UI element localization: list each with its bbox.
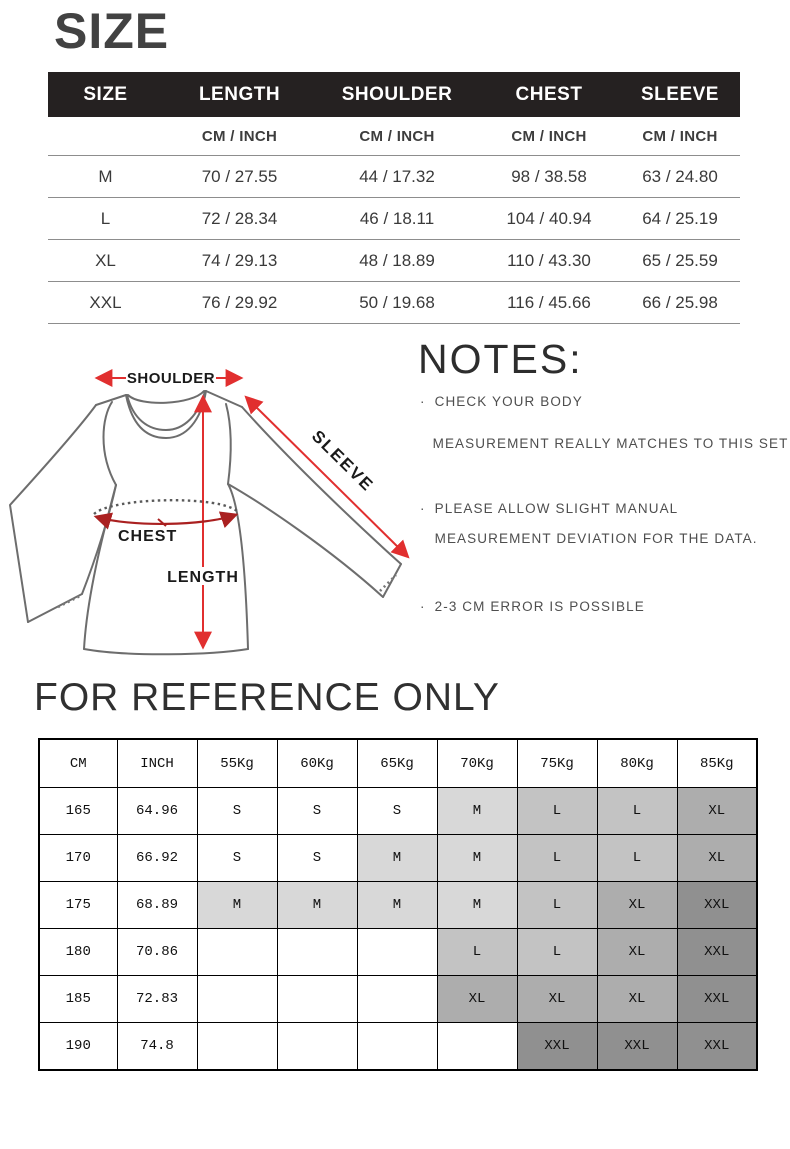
ref-cell: L xyxy=(597,788,677,835)
size-table-body xyxy=(48,155,740,324)
ref-cell: 170 xyxy=(39,835,117,882)
ref-header-cell: 75Kg xyxy=(517,739,597,788)
ref-cell: S xyxy=(357,788,437,835)
ref-header-cell: 80Kg xyxy=(597,739,677,788)
ref-header-cell: 65Kg xyxy=(357,739,437,788)
ref-cell: 185 xyxy=(39,976,117,1023)
size-cell-sleeve: 65 / 25.59 xyxy=(642,250,718,270)
ref-cell: XL xyxy=(437,976,517,1023)
reference-heading: FOR REFERENCE ONLY xyxy=(34,676,500,719)
ref-cell: XL xyxy=(597,929,677,976)
note-line xyxy=(420,394,583,409)
ref-header-row xyxy=(39,739,757,788)
ref-cell: 72.83 xyxy=(117,976,197,1023)
ref-cell: S xyxy=(277,835,357,882)
ref-cell: L xyxy=(517,835,597,882)
note-line xyxy=(420,501,678,516)
ref-cell: 64.96 xyxy=(117,788,197,835)
ref-cell: 74.8 xyxy=(117,1023,197,1071)
ref-cell: XL xyxy=(677,835,757,882)
size-cell-sleeve: 64 / 25.19 xyxy=(642,208,718,228)
note-text: MEASUREMENT DEVIATION FOR THE DATA. xyxy=(434,531,758,546)
ref-cell xyxy=(277,929,357,976)
size-table-row xyxy=(48,197,740,239)
ref-cell: M xyxy=(437,835,517,882)
size-cell-chest: 116 / 45.66 xyxy=(507,292,591,312)
ref-cell: XXL xyxy=(597,1023,677,1071)
ref-cell: XL xyxy=(677,788,757,835)
ref-cell: L xyxy=(517,788,597,835)
ref-table-row xyxy=(39,929,757,976)
notes-section xyxy=(418,336,790,646)
ref-table-row xyxy=(39,976,757,1023)
note-line xyxy=(420,599,645,614)
size-cell-chest: 98 / 38.58 xyxy=(511,166,587,186)
ref-cell: 175 xyxy=(39,882,117,929)
ref-cell xyxy=(357,976,437,1023)
note-line xyxy=(418,436,788,451)
ref-header-cell: 55Kg xyxy=(197,739,277,788)
ref-header-cell: 85Kg xyxy=(677,739,757,788)
ref-cell: XL xyxy=(597,882,677,929)
chest-arrow xyxy=(97,515,235,524)
ref-cell: 68.89 xyxy=(117,882,197,929)
size-cell-sleeve: 63 / 24.80 xyxy=(642,166,718,186)
unit-cell-length: CM / INCH xyxy=(201,127,278,145)
ref-cell: 165 xyxy=(39,788,117,835)
ref-cell xyxy=(197,1023,277,1071)
size-table-unit-row xyxy=(48,117,740,155)
ref-cell: M xyxy=(437,882,517,929)
ref-header-cell: 70Kg xyxy=(437,739,517,788)
note-text: MEASUREMENT REALLY MATCHES TO THIS SET xyxy=(432,436,789,451)
ref-cell: M xyxy=(437,788,517,835)
ref-cell: S xyxy=(197,788,277,835)
ref-cell: M xyxy=(197,882,277,929)
ref-cell: XL xyxy=(517,976,597,1023)
size-cell-size: L xyxy=(100,208,111,228)
size-table-header-shoulder: SHOULDER xyxy=(341,83,453,105)
size-table-row xyxy=(48,155,740,197)
ref-cell xyxy=(437,1023,517,1071)
shirt-measurement-diagram xyxy=(0,345,420,675)
size-cell-sleeve: 66 / 25.98 xyxy=(642,292,718,312)
sleeve-label: SLEEVE xyxy=(307,426,378,496)
size-cell-shoulder: 46 / 18.11 xyxy=(359,208,435,228)
ref-cell: 180 xyxy=(39,929,117,976)
unit-cell-chest: CM / INCH xyxy=(511,127,587,145)
size-table-row xyxy=(48,281,740,323)
ref-cell: L xyxy=(517,882,597,929)
ref-cell xyxy=(357,1023,437,1071)
ref-header-cell: CM xyxy=(39,739,117,788)
chest-dotted-arc xyxy=(94,500,238,514)
ref-cell: XXL xyxy=(677,882,757,929)
bullet-icon: · xyxy=(420,394,426,409)
ref-cell: 190 xyxy=(39,1023,117,1071)
size-cell-chest: 104 / 40.94 xyxy=(506,208,592,228)
ref-header-cell: INCH xyxy=(117,739,197,788)
ref-cell: XL xyxy=(597,976,677,1023)
ref-table-row xyxy=(39,835,757,882)
size-table-header-chest: CHEST xyxy=(515,83,583,105)
ref-cell: L xyxy=(597,835,677,882)
ref-cell: M xyxy=(277,882,357,929)
shoulder-label: SHOULDER xyxy=(126,370,216,387)
size-cell-chest: 110 / 43.30 xyxy=(507,250,591,270)
ref-cell: L xyxy=(437,929,517,976)
size-table-row xyxy=(48,239,740,281)
size-cell-size: M xyxy=(98,166,113,186)
ref-cell xyxy=(197,929,277,976)
size-table-header-size: SIZE xyxy=(83,83,128,105)
size-table-header-length: LENGTH xyxy=(198,83,281,105)
note-text: CHECK YOUR BODY xyxy=(434,394,583,409)
notes-title: NOTES: xyxy=(418,336,583,382)
chest-label: CHEST xyxy=(118,528,178,545)
bullet-icon: · xyxy=(420,501,426,516)
ref-cell: M xyxy=(357,835,437,882)
ref-cell xyxy=(197,976,277,1023)
shirt-outline xyxy=(10,391,401,654)
ref-table-row xyxy=(39,1023,757,1071)
size-cell-length: 76 / 29.92 xyxy=(201,292,278,312)
size-measurement-table xyxy=(48,72,740,324)
size-cell-length: 72 / 28.34 xyxy=(201,208,278,228)
unit-cell-shoulder: CM / INCH xyxy=(359,127,435,145)
reference-table-wrap xyxy=(38,738,758,1071)
ref-cell: XXL xyxy=(677,1023,757,1071)
ref-header-cell: 60Kg xyxy=(277,739,357,788)
note-text: 2-3 CM ERROR IS POSSIBLE xyxy=(434,599,645,614)
ref-cell xyxy=(357,929,437,976)
size-cell-shoulder: 44 / 17.32 xyxy=(359,166,435,186)
ref-cell: S xyxy=(277,788,357,835)
ref-cell xyxy=(277,1023,357,1071)
size-cell-size: XXL xyxy=(89,292,122,312)
ref-cell: XXL xyxy=(677,929,757,976)
size-cell-length: 70 / 27.55 xyxy=(201,166,278,186)
ref-cell: 66.92 xyxy=(117,835,197,882)
unit-cell-sleeve: CM / INCH xyxy=(642,127,718,145)
size-cell-size: XL xyxy=(95,250,116,270)
size-table-header-sleeve: SLEEVE xyxy=(641,83,719,105)
note-text: PLEASE ALLOW SLIGHT MANUAL xyxy=(434,501,679,516)
size-table-header xyxy=(48,72,740,117)
ref-cell: 70.86 xyxy=(117,929,197,976)
note-line xyxy=(420,531,758,546)
bullet-icon: · xyxy=(420,599,426,614)
ref-cell: XXL xyxy=(517,1023,597,1071)
page-title: SIZE xyxy=(54,3,170,59)
ref-cell: M xyxy=(357,882,437,929)
reference-table xyxy=(38,738,758,1071)
ref-cell: L xyxy=(517,929,597,976)
length-label: LENGTH xyxy=(167,569,239,586)
size-cell-shoulder: 48 / 18.89 xyxy=(359,250,435,270)
ref-cell xyxy=(277,976,357,1023)
size-cell-shoulder: 50 / 19.68 xyxy=(359,292,435,312)
sleeve-arrow xyxy=(247,398,407,556)
size-cell-length: 74 / 29.13 xyxy=(201,250,278,270)
ref-cell: XXL xyxy=(677,976,757,1023)
ref-table-row xyxy=(39,882,757,929)
ref-table-row xyxy=(39,788,757,835)
ref-cell: S xyxy=(197,835,277,882)
